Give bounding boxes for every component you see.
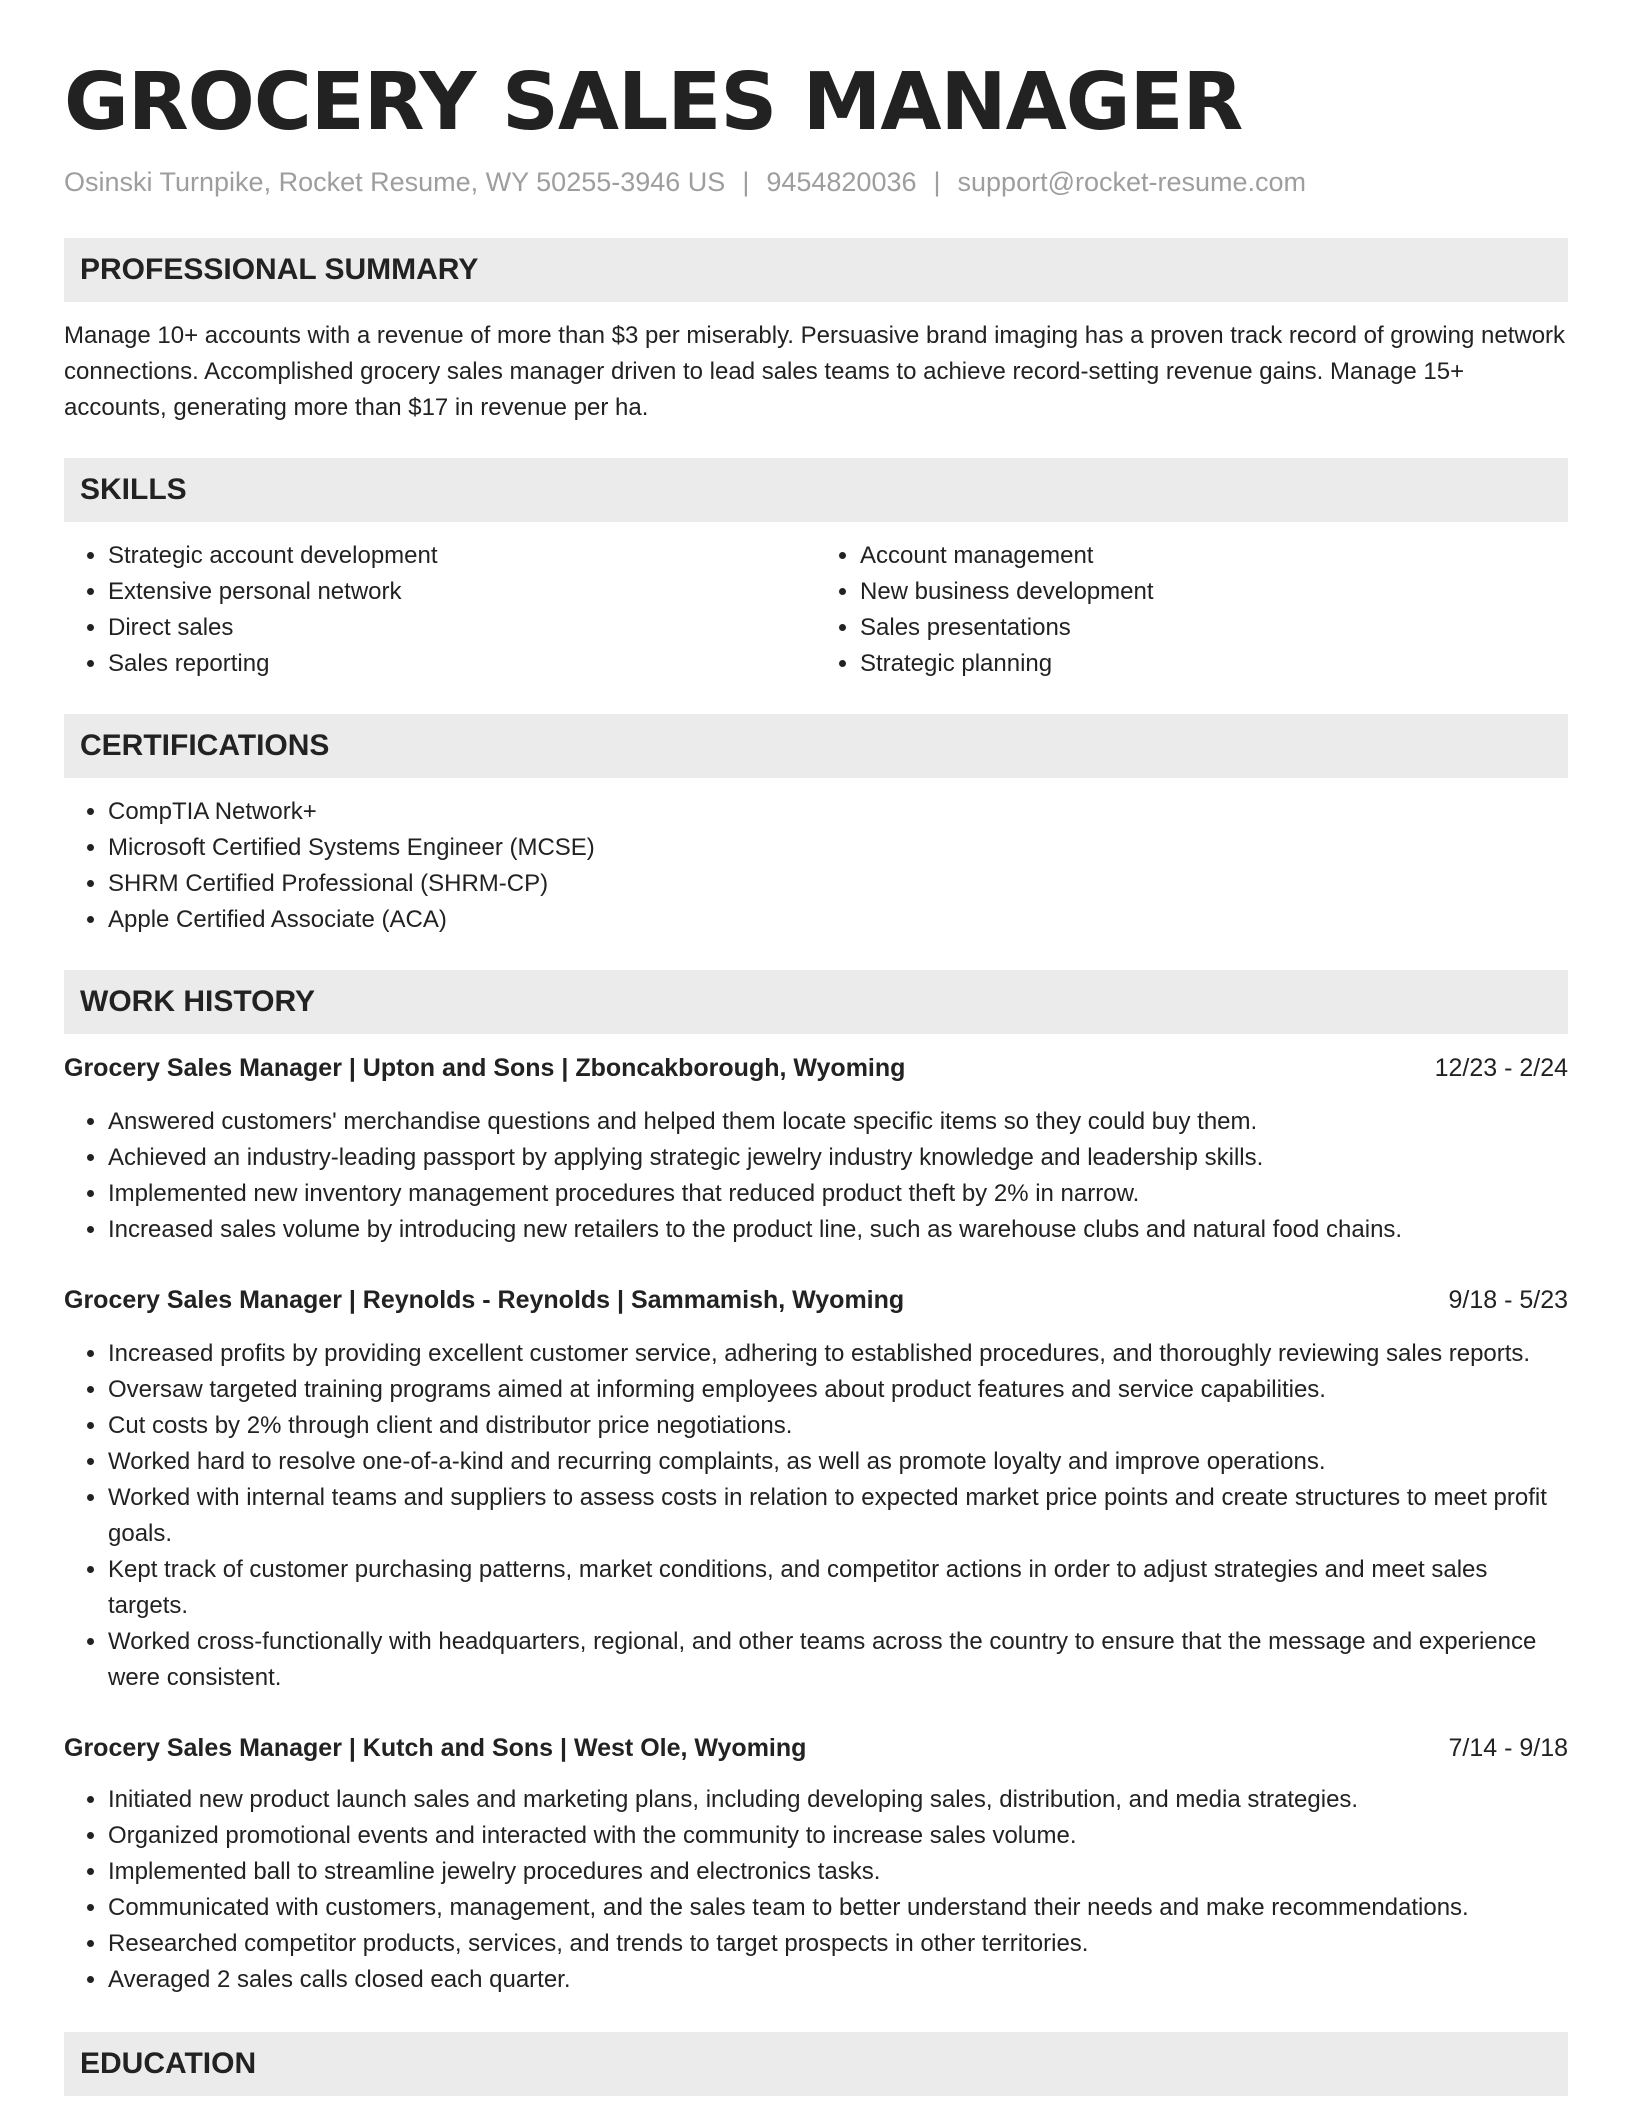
job-bullet: • Implemented new inventory management procedures that reduced product theft by 2% in narrow. [108,1176,1568,1212]
job-entry [64,1282,1568,1696]
job-bullet: • Worked cross-functionally with headquarters, regional, and other teams across the country to ensure that the message and experience were consistent. [108,1624,1568,1696]
job-bullet: • Initiated new product launch sales and marketing plans, including developing sales, distribution, and media strategies. [108,1782,1568,1818]
skills-grid [64,538,1568,682]
skill-item: • New business development [860,574,1568,610]
skills-heading: SKILLS [64,458,1568,522]
job-bullet: • Researched competitor products, services, and trends to target prospects in other territories. [108,1926,1568,1962]
job-header [64,1050,1568,1086]
job-title: Grocery Sales Manager | Upton and Sons | Zboncakborough, Wyoming [64,1054,906,1082]
job-title: Grocery Sales Manager | Kutch and Sons | West Ole, Wyoming [64,1734,807,1762]
skill-item: • Strategic account development [108,538,816,574]
skill-item: • Account management [860,538,1568,574]
contact-separator: | [742,167,750,197]
job-bullet: • Implemented ball to streamline jewelry procedures and electronics tasks. [108,1854,1568,1890]
skill-item: • Sales reporting [108,646,816,682]
job-entry [64,1730,1568,1998]
summary-heading: PROFESSIONAL SUMMARY [64,238,1568,302]
summary-text: Manage 10+ accounts with a revenue of more than $3 per miserably. Persuasive brand imaging has a proven track record of growing network connections. Accomplished grocery sales manager driven to lead sales teams to achieve record-setting revenue gains. Manage 15+ accounts, generating more than $17 in revenue per ha. [64,322,1566,421]
job-bullet: • Answered customers' merchandise questions and helped them locate specific items so they could buy them. [108,1104,1568,1140]
work-history-heading: WORK HISTORY [64,970,1568,1034]
job-bullets [64,1782,1568,1998]
certifications-heading: CERTIFICATIONS [64,714,1568,778]
skill-item: • Sales presentations [860,610,1568,646]
certification-item: • CompTIA Network+ [108,794,1568,830]
email-text: support@rocket-resume.com [957,167,1307,197]
skill-item: • Direct sales [108,610,816,646]
address-text: Osinski Turnpike, Rocket Resume, WY 50255-3946 US [64,167,726,197]
summary-section [64,238,1568,426]
phone-text: 9454820036 [766,167,917,197]
contact-separator: | [933,167,941,197]
job-bullet: • Oversaw targeted training programs aimed at informing employees about product features and service capabilities. [108,1372,1568,1408]
certification-item: • Apple Certified Associate (ACA) [108,902,1568,938]
job-bullet: • Worked hard to resolve one-of-a-kind and recurring complaints, as well as promote loyalty and improve operations. [108,1444,1568,1480]
skills-list-left [64,538,816,682]
skill-item: • Extensive personal network [108,574,816,610]
job-bullet: • Increased profits by providing excellent customer service, adhering to established procedures, and thoroughly reviewing sales reports. [108,1336,1568,1372]
job-bullet: • Worked with internal teams and suppliers to assess costs in relation to expected market price points and create structures to meet profit goals. [108,1480,1568,1552]
job-dates: 12/23 - 2/24 [1434,1054,1568,1082]
certifications-section [64,714,1568,938]
certification-item: • Microsoft Certified Systems Engineer (MCSE) [108,830,1568,866]
job-bullets [64,1104,1568,1248]
job-bullet: • Organized promotional events and interacted with the community to increase sales volume. [108,1818,1568,1854]
job-header [64,1282,1568,1318]
education-section [64,2032,1568,2096]
job-header [64,1730,1568,1766]
job-entry [64,1050,1568,1248]
contact-line [64,164,1568,200]
skills-section [64,458,1568,682]
resume-title: GROCERY SALES MANAGER [64,56,1243,148]
skills-list-right [816,538,1568,682]
job-bullets [64,1336,1568,1696]
job-bullet: • Communicated with customers, management, and the sales team to better understand their needs and make recommendations. [108,1890,1568,1926]
skill-item: • Strategic planning [860,646,1568,682]
job-dates: 9/18 - 5/23 [1448,1286,1568,1314]
work-history-section [64,970,1568,1998]
job-bullet: • Cut costs by 2% through client and distributor price negotiations. [108,1408,1568,1444]
certifications-list [64,794,1568,938]
job-bullet: • Increased sales volume by introducing new retailers to the product line, such as warehouse clubs and natural food chains. [108,1212,1568,1248]
job-bullet: • Averaged 2 sales calls closed each quarter. [108,1962,1568,1998]
job-bullet: • Kept track of customer purchasing patterns, market conditions, and competitor actions in order to adjust strategies and meet sales targets. [108,1552,1568,1624]
job-title: Grocery Sales Manager | Reynolds - Reynolds | Sammamish, Wyoming [64,1286,905,1314]
job-bullet: • Achieved an industry-leading passport by applying strategic jewelry industry knowledge and leadership skills. [108,1140,1568,1176]
job-dates: 7/14 - 9/18 [1448,1734,1568,1762]
resume-page [64,52,1568,2096]
certification-item: • SHRM Certified Professional (SHRM-CP) [108,866,1568,902]
education-heading: EDUCATION [64,2032,1568,2096]
